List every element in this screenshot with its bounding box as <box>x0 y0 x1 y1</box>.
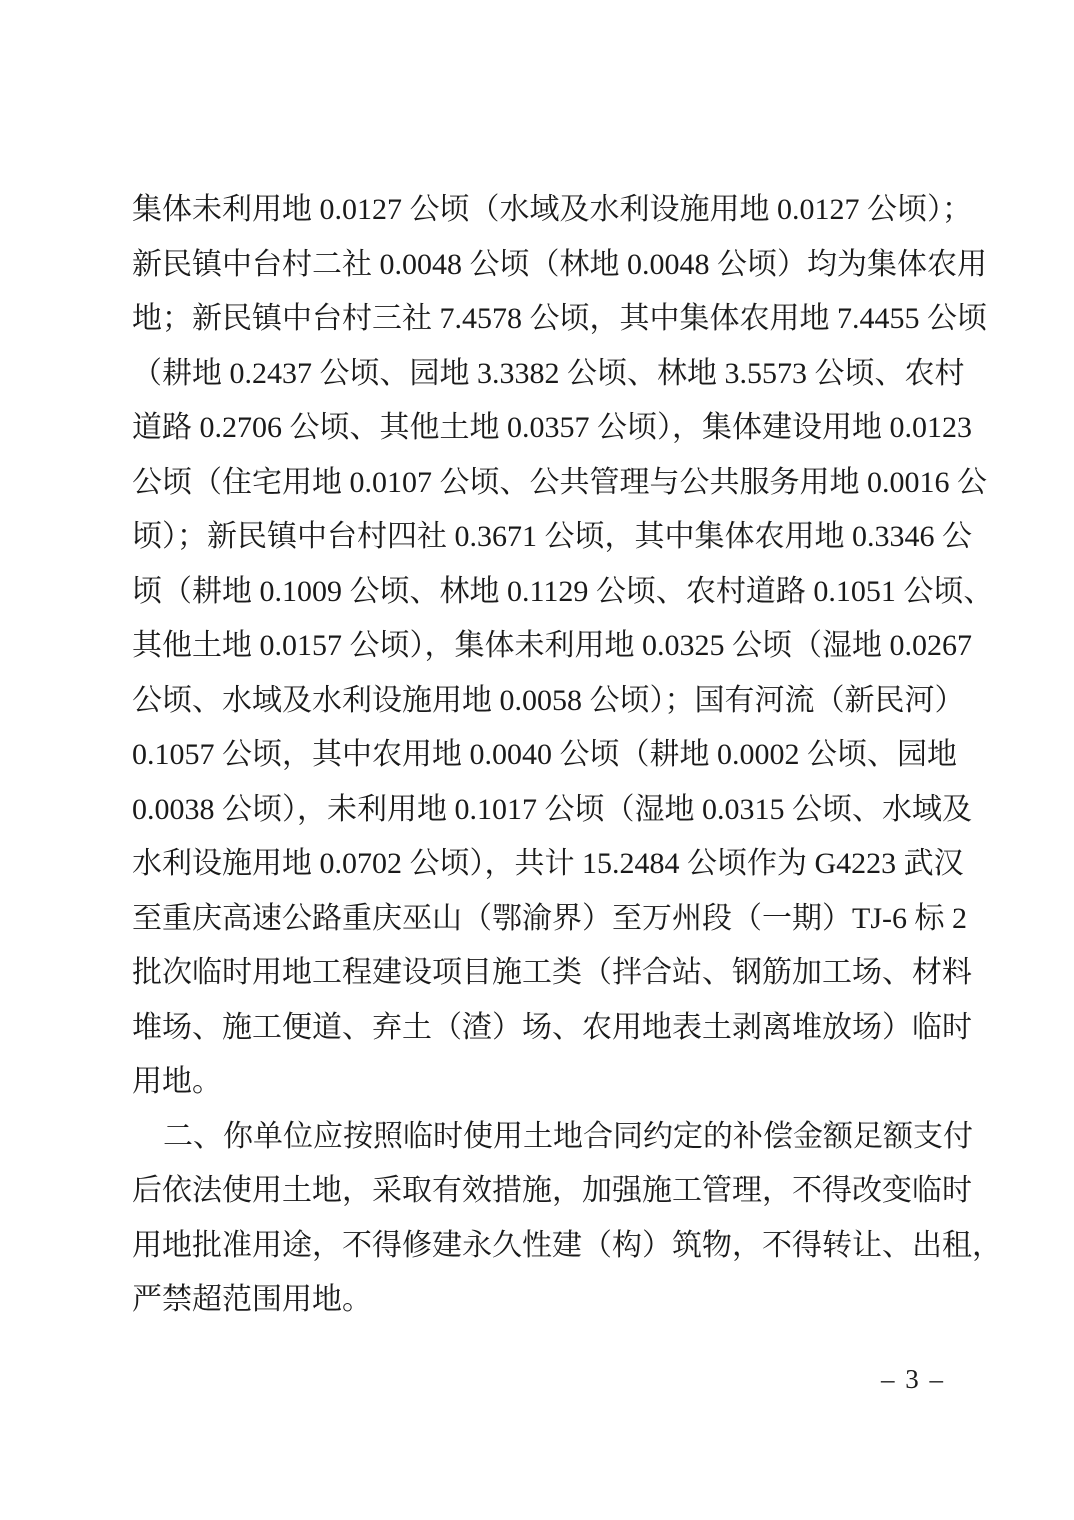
body-text-line: 批次临时用地工程建设项目施工类（拌合站、钢筋加工场、材料 <box>132 956 972 989</box>
body-text-line: 二、你单位应按照临时使用土地合同约定的补偿金额足额支付 <box>163 1119 973 1153</box>
body-text-line: 道路 0.2706 公顷、其他土地 0.0357 公顷），集体建设用地 0.0123 <box>132 411 972 444</box>
body-text-line: 用地批准用途，不得修建永久性建（构）筑物，不得转让、出租， <box>132 1228 1002 1262</box>
body-text-line: 严禁超范围用地。 <box>132 1283 372 1316</box>
body-text-line: 顷）；新民镇中台村四社 0.3671 公顷，其中集体农用地 0.3346 公 <box>132 520 972 553</box>
page-number: – 3 – <box>881 1364 943 1394</box>
body-text-line: 后依法使用土地，采取有效措施，加强施工管理，不得改变临时 <box>132 1174 972 1207</box>
body-text-line: 公顷、水域及水利设施用地 0.0058 公顷）；国有河流（新民河） <box>132 683 965 717</box>
document-body-text <box>132 183 1002 1328</box>
body-text-line: 至重庆高速公路重庆巫山（鄂渝界）至万州段（一期）TJ-6 标 2 <box>132 901 967 935</box>
body-text-line: （耕地 0.2437 公顷、园地 3.3382 公顷、林地 3.5573 公顷、农村 <box>132 356 965 390</box>
body-text-line: 0.1057 公顷，其中农用地 0.0040 公顷（耕地 0.0002 公顷、园地 <box>132 738 957 771</box>
body-text-line: 顷（耕地 0.1009 公顷、林地 0.1129 公顷、农村道路 0.1051 公顷、 <box>132 574 994 608</box>
body-text-line: 0.0038 公顷），未利用地 0.1017 公顷（湿地 0.0315 公顷、水域及 <box>132 792 972 826</box>
body-text-line: 堆场、施工便道、弃土（渣）场、农用地表土剥离堆放场）临时 <box>132 1010 972 1044</box>
body-text-line: 公顷（住宅用地 0.0107 公顷、公共管理与公共服务用地 0.0016 公 <box>132 465 987 499</box>
body-text-line: 水利设施用地 0.0702 公顷），共计 15.2484 公顷作为 G4223 武汉 <box>132 847 964 880</box>
body-text-line: 其他土地 0.0157 公顷），集体未利用地 0.0325 公顷（湿地 0.0267 <box>132 629 972 662</box>
body-text-line: 新民镇中台村二社 0.0048 公顷（林地 0.0048 公顷）均为集体农用 <box>132 247 987 281</box>
body-text-line: 用地。 <box>132 1065 222 1098</box>
body-text-line: 集体未利用地 0.0127 公顷（水域及水利设施用地 0.0127 公顷）； <box>132 193 972 226</box>
body-text-line: 地；新民镇中台村三社 7.4578 公顷，其中集体农用地 7.4455 公顷 <box>132 302 987 335</box>
